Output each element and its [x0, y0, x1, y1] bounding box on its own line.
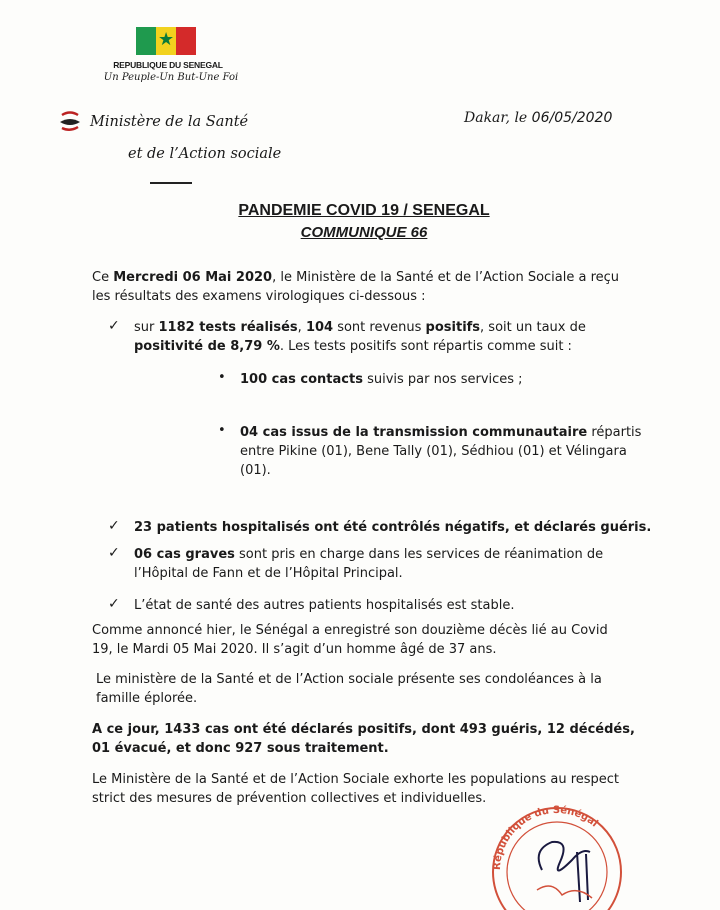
condolences-paragraph [96, 670, 666, 708]
flag-band-green [136, 27, 156, 55]
stable-text: L’état de santé des autres patients hospitalisés est stable. [134, 598, 515, 613]
document-title: PANDEMIE COVID 19 / SENEGAL [238, 202, 490, 219]
ministry-name-line2: et de l’Action sociale [128, 146, 282, 162]
stamp-text: République du Sénégal [491, 804, 600, 871]
closing-text: Le Ministère de la Santé et de l’Action Sociale exhorte les populations au respect [92, 772, 620, 787]
date-value: 06/05/2020 [531, 110, 613, 126]
contacts-count: 100 cas contacts [240, 372, 363, 387]
intro-text: les résultats des examens virologiques ci-dessous : [92, 289, 426, 304]
header-divider [150, 182, 192, 184]
tests-text: . Les tests positifs sont répartis comme suit : [279, 339, 572, 354]
community-count: 04 cas issus de la transmission communautaire [240, 425, 588, 440]
contacts-text: suivis par nos services ; [362, 372, 523, 387]
official-stamp-icon [482, 790, 632, 910]
tests-text: sur [134, 320, 159, 335]
intro-paragraph [92, 268, 652, 306]
summary-text: 01 évacué, et donc 927 sous traitement. [92, 741, 389, 756]
senegal-flag [136, 27, 196, 55]
positive-label: positifs [425, 320, 481, 335]
date-prefix: Dakar, le [464, 110, 528, 126]
check-icon: ✓ [108, 545, 120, 561]
positive-count: 104 [305, 320, 334, 335]
flag-band-red [176, 27, 196, 55]
tests-text: , soit un taux de [480, 320, 586, 335]
community-text: répartis [587, 425, 642, 440]
tests-count: 1182 tests réalisés [158, 320, 298, 335]
tests-text: , [297, 320, 306, 335]
serious-cases-item [134, 545, 674, 583]
flag-star-icon: ★ [158, 29, 175, 50]
date-line [464, 110, 612, 126]
intro-text: , le Ministère de la Santé et de l’Action Sociale a reçu [272, 270, 620, 285]
serious-cases-count: 06 cas graves [134, 547, 235, 562]
serious-cases-text: l’Hôpital de Fann et de l’Hôpital Principal. [134, 566, 403, 581]
condolences-text: famille éplorée. [96, 691, 198, 706]
check-icon: ✓ [108, 318, 120, 334]
closing-text: strict des mesures de prévention collectives et individuelles. [92, 791, 487, 806]
tests-text: sont revenus [333, 320, 426, 335]
national-motto: Un Peuple-Un But-Une Foi [103, 72, 239, 83]
communique-number: COMMUNIQUE 66 [300, 224, 428, 241]
death-paragraph [92, 621, 662, 659]
community-text: (01). [240, 463, 271, 478]
ministry-logo-icon [58, 110, 82, 132]
check-icon: ✓ [108, 596, 120, 612]
death-text: Comme annoncé hier, le Sénégal a enregistré son douzième décès lié au Covid [92, 623, 608, 638]
bullet-icon: • [218, 423, 226, 438]
summary-paragraph [92, 720, 662, 758]
condolences-text: Le ministère de la Santé et de l’Action sociale présente ses condoléances à la [96, 672, 602, 687]
death-text: 19, le Mardi 05 Mai 2020. Il s’agit d’un homme âgé de 37 ans. [92, 642, 497, 657]
intro-text: Ce [92, 270, 114, 285]
positivity-rate: positivité de 8,79 % [134, 339, 280, 354]
stable-item [134, 596, 674, 615]
community-item [240, 423, 670, 480]
check-icon: ✓ [108, 518, 120, 534]
serious-cases-text: sont pris en charge dans les services de réanimation de [234, 547, 604, 562]
recovered-text: 23 patients hospitalisés ont été contrôlés négatifs, et déclarés guéris. [134, 520, 652, 535]
summary-text: A ce jour, 1433 cas ont été déclarés positifs, dont 493 guéris, 12 décédés, [92, 722, 635, 737]
tests-item [134, 318, 654, 356]
recovered-item [134, 518, 674, 537]
republic-name: REPUBLIQUE DU SENEGAL [113, 60, 223, 70]
bullet-icon: • [218, 370, 226, 385]
community-locations: entre Pikine (01), Bene Tally (01), Sédhiou (01) et Vélingara [240, 444, 627, 459]
ministry-name-line1: Ministère de la Santé [90, 114, 249, 130]
contacts-item [240, 370, 660, 389]
intro-date: Mercredi 06 Mai 2020 [113, 270, 273, 285]
